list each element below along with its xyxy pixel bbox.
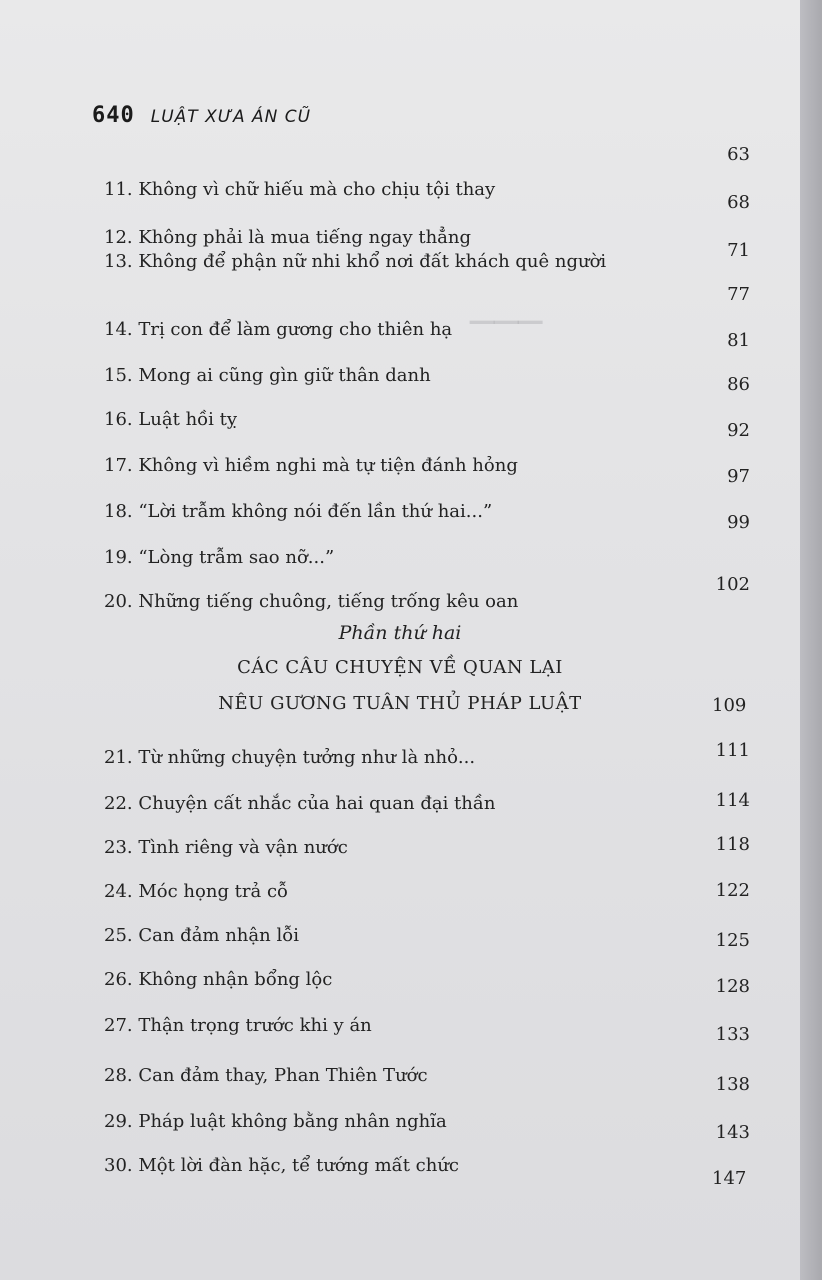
toc-entry-title: 27. Thận trọng trước khi y án (104, 1015, 372, 1036)
toc-entry-page: 81 (727, 330, 750, 351)
toc-entry-title: 19. “Lòng trẫm sao nỡ...” (104, 547, 335, 568)
header-page-number: 640 (92, 103, 135, 128)
toc-entry-title: 20. Những tiếng chuông, tiếng trống kêu oan (104, 591, 519, 612)
toc-entry (104, 512, 754, 568)
toc-entry-page: 71 (727, 240, 750, 261)
toc-entry-page: 102 (715, 574, 750, 595)
toc-entry-page: 92 (727, 420, 750, 441)
toc-entry-title: 17. Không vì hiềm nghi mà tự tiện đánh hỏng (104, 455, 518, 476)
toc-entry-title: 18. “Lời trẫm không nói đến lần thứ hai...” (104, 501, 493, 522)
toc-entry-title: 22. Chuyện cất nhắc của hai quan đại thần (104, 793, 496, 814)
toc-entry-title: 30. Một lời đàn hặc, tể tướng mất chức (104, 1155, 459, 1176)
show-through-text: ─── (470, 300, 543, 346)
toc-entry-page: 133 (715, 1024, 750, 1045)
toc-entry-title: 23. Tình riêng và vận nước (104, 837, 348, 858)
toc-entry (104, 914, 754, 951)
toc-entry (104, 284, 754, 340)
toc-entry-page: 111 (715, 740, 750, 761)
toc-entry-page: 114 (715, 790, 750, 811)
toc-entry-title: 15. Mong ai cũng gìn giữ thân danh (104, 365, 431, 386)
toc-entry (104, 782, 754, 814)
toc-entry (104, 240, 754, 272)
toc-entry-title: 26. Không nhận bổng lộc (104, 969, 333, 990)
running-header (92, 103, 311, 128)
toc-entry-title: 29. Pháp luật không bằng nhân nghĩa (104, 1111, 447, 1132)
toc-entry-page: 99 (727, 512, 750, 533)
toc-entry-page: 118 (715, 834, 750, 855)
toc-entry (104, 870, 754, 902)
toc-entry (104, 1004, 754, 1045)
toc-entry (104, 420, 754, 476)
toc-entry-title: 12. Không phải là mua tiếng ngay thẳng (104, 227, 472, 248)
toc-entry (104, 1054, 754, 1095)
toc-entry (104, 1100, 754, 1143)
toc-entry-page: 122 (715, 880, 750, 901)
toc-entry-page: 143 (715, 1122, 750, 1143)
toc-entry (104, 144, 754, 200)
toc-entry-title: 11. Không vì chữ hiếu mà cho chịu tội thay (104, 179, 496, 200)
toc-entry (104, 826, 754, 858)
toc-entry (104, 466, 754, 522)
toc-entry-page: 77 (727, 284, 750, 305)
toc-entry-title: 13. Không để phận nữ nhi khổ nơi đất khách quê người (104, 251, 607, 272)
toc-entry (104, 330, 754, 386)
toc-entry-title: 24. Móc họng trả cỗ (104, 881, 289, 902)
part-page-number: 109 (712, 695, 747, 716)
toc-entry-title: 14. Trị con để làm gương cho thiên hạ (104, 319, 453, 340)
toc-entry (104, 1144, 754, 1176)
toc-entry-title: 28. Can đảm thay, Phan Thiên Tước (104, 1065, 428, 1086)
toc-entry-page: 125 (715, 930, 750, 951)
toc-entry (104, 574, 754, 612)
toc-entry-page: 97 (727, 466, 750, 487)
part-label: Phần thứ hai (338, 622, 462, 644)
toc-entry-page: 68 (727, 192, 750, 213)
toc-entry-page: 86 (727, 374, 750, 395)
part-title-line-2: NÊU GƯƠNG TUÂN THỦ PHÁP LUẬT (218, 693, 582, 714)
toc-entry (104, 958, 754, 997)
toc-entry-title: 25. Can đảm nhận lỗi (104, 925, 299, 946)
toc-entry-title: 16. Luật hồi tỵ (104, 409, 238, 430)
part-title-line-1: CÁC CÂU CHUYỆN VỀ QUAN LẠI (237, 657, 563, 678)
toc-entry-page: 128 (715, 976, 750, 997)
header-running-title: LUẬT XƯA ÁN CŨ (150, 107, 312, 127)
toc-entry-page: 138 (715, 1074, 750, 1095)
toc-entry-page: 63 (727, 144, 750, 165)
toc-entry-page: 147 (712, 1168, 747, 1189)
page-edge (800, 0, 822, 1280)
toc-entry (104, 736, 754, 768)
toc-entry-title: 21. Từ những chuyện tưởng như là nhỏ... (104, 747, 476, 768)
